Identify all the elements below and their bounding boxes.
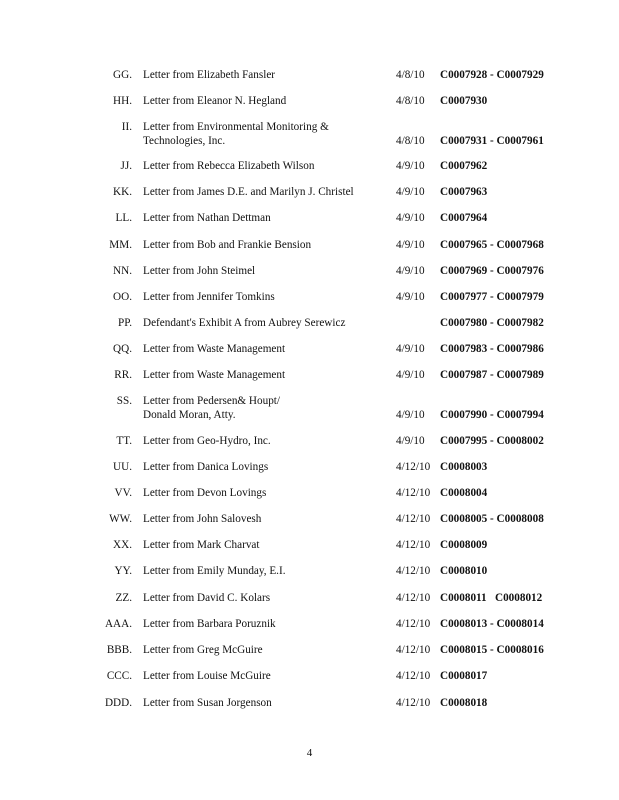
exhibit-date: 4/12/10 (396, 461, 431, 473)
exhibit-description: Letter from John Salovesh (143, 513, 262, 525)
exhibit-label: WW. (109, 513, 132, 525)
exhibit-date: 4/9/10 (396, 435, 425, 447)
exhibit-bates-range: C0008011 C0008012 (440, 592, 543, 604)
exhibit-description: Letter from James D.E. and Marilyn J. Christel (143, 186, 354, 198)
exhibit-date: 4/8/10 (396, 95, 425, 107)
exhibit-label: QQ. (113, 343, 132, 355)
exhibit-row (0, 212, 619, 242)
exhibit-label: II. (121, 121, 132, 133)
exhibit-date: 4/12/10 (396, 539, 431, 551)
exhibit-description: Letter from Greg McGuire (143, 644, 263, 656)
exhibit-row (0, 121, 619, 151)
exhibit-bates-range: C0008017 (440, 670, 488, 682)
exhibit-label: UU. (113, 461, 132, 473)
exhibit-date: 4/12/10 (396, 644, 431, 656)
exhibit-label: ZZ. (115, 592, 132, 604)
exhibit-bates-range: C0007995 - C0008002 (440, 435, 544, 447)
exhibit-label: HH. (113, 95, 132, 107)
exhibit-description: Letter from Mark Charvat (143, 539, 260, 551)
exhibit-description: Letter from Emily Munday, E.I. (143, 565, 286, 577)
exhibit-description: Letter from Environmental Monitoring & (143, 121, 329, 133)
exhibit-bates-range: C0007990 - C0007994 (440, 409, 544, 421)
exhibit-description: Letter from Waste Management (143, 369, 286, 381)
exhibit-description: Letter from Jennifer Tomkins (143, 291, 275, 303)
exhibit-bates-range: C0008015 - C0008016 (440, 644, 544, 656)
exhibit-bates-range: C0008004 (440, 487, 488, 499)
exhibit-description: Letter from Pedersen& Houpt/ (143, 395, 281, 407)
exhibit-bates-range: C0008018 (440, 697, 488, 709)
exhibit-bates-range: C0007965 - C0007968 (440, 239, 544, 251)
exhibit-description: Letter from Nathan Dettman (143, 212, 271, 224)
exhibit-label: TT. (116, 435, 132, 447)
exhibit-description: Letter from Bob and Frankie Bension (143, 239, 312, 251)
exhibit-description: Letter from Waste Management (143, 343, 286, 355)
exhibit-date: 4/12/10 (396, 487, 431, 499)
exhibit-date: 4/9/10 (396, 239, 425, 251)
exhibit-bates-range: C0007962 (440, 160, 488, 172)
exhibit-row (0, 670, 619, 700)
exhibit-description: Letter from Devon Lovings (143, 487, 267, 499)
exhibit-date: 4/12/10 (396, 565, 431, 577)
exhibit-bates-range: C0008009 (440, 539, 488, 551)
exhibit-description-continued: Technologies, Inc. (143, 135, 226, 147)
exhibit-description: Defendant's Exhibit A from Aubrey Serewicz (143, 317, 346, 329)
exhibit-label: DDD. (104, 697, 132, 709)
exhibit-bates-range: C0008005 - C0008008 (440, 513, 544, 525)
exhibit-row (0, 395, 619, 425)
exhibit-bates-range: C0008013 - C0008014 (440, 618, 544, 630)
exhibit-date: 4/8/10 (396, 69, 425, 81)
exhibit-label: VV. (114, 487, 132, 499)
exhibit-description: Letter from Susan Jorgenson (143, 697, 272, 709)
exhibit-label: BBB. (106, 644, 132, 656)
page-number: 4 (306, 747, 313, 759)
exhibit-date: 4/12/10 (396, 592, 431, 604)
exhibit-description-continued: Donald Moran, Atty. (143, 409, 236, 421)
exhibit-date: 4/9/10 (396, 291, 425, 303)
exhibit-label: LL. (115, 212, 132, 224)
exhibit-date: 4/9/10 (396, 160, 425, 172)
exhibit-bates-range: C0007980 - C0007982 (440, 317, 544, 329)
exhibit-date: 4/9/10 (396, 369, 425, 381)
exhibit-label: OO. (113, 291, 132, 303)
exhibit-bates-range: C0007930 (440, 95, 488, 107)
exhibit-label: YY. (114, 565, 132, 577)
exhibit-bates-range: C0007964 (440, 212, 488, 224)
exhibit-label: MM. (109, 239, 132, 251)
exhibit-description: Letter from Rebecca Elizabeth Wilson (143, 160, 315, 172)
exhibit-description: Letter from Eleanor N. Hegland (143, 95, 287, 107)
exhibit-date: 4/9/10 (396, 212, 425, 224)
exhibit-label: RR. (114, 369, 132, 381)
exhibit-bates-range: C0007963 (440, 186, 488, 198)
exhibit-bates-range: C0007983 - C0007986 (440, 343, 544, 355)
exhibit-date: 4/9/10 (396, 343, 425, 355)
exhibit-date: 4/12/10 (396, 618, 431, 630)
exhibit-description: Letter from Danica Lovings (143, 461, 269, 473)
exhibit-label: XX. (113, 539, 132, 551)
exhibit-date: 4/12/10 (396, 670, 431, 682)
exhibit-label: SS. (116, 395, 132, 407)
exhibit-label: GG. (113, 69, 132, 81)
exhibit-label: AAA. (104, 618, 132, 630)
exhibit-description: Letter from Geo-Hydro, Inc. (143, 435, 271, 447)
exhibit-date: 4/9/10 (396, 265, 425, 277)
exhibit-label: JJ. (120, 160, 132, 172)
exhibit-description: Letter from John Steimel (143, 265, 256, 277)
exhibit-label: CCC. (106, 670, 132, 682)
exhibit-date: 4/9/10 (396, 409, 425, 421)
exhibit-description: Letter from Louise McGuire (143, 670, 271, 682)
exhibit-bates-range: C0008010 (440, 565, 488, 577)
exhibit-description: Letter from Elizabeth Fansler (143, 69, 276, 81)
exhibit-date: 4/12/10 (396, 513, 431, 525)
exhibit-bates-range: C0007931 - C0007961 (440, 135, 544, 147)
exhibit-bates-range: C0007969 - C0007976 (440, 265, 544, 277)
exhibit-bates-range: C0007928 - C0007929 (440, 69, 544, 81)
exhibit-date: 4/8/10 (396, 135, 425, 147)
exhibit-bates-range: C0007977 - C0007979 (440, 291, 544, 303)
exhibit-description: Letter from Barbara Poruznik (143, 618, 276, 630)
exhibit-description: Letter from David C. Kolars (143, 592, 271, 604)
exhibit-row (0, 697, 619, 727)
exhibit-date: 4/9/10 (396, 186, 425, 198)
exhibit-bates-range: C0008003 (440, 461, 488, 473)
exhibit-label: PP. (118, 317, 132, 329)
exhibit-label: KK. (113, 186, 132, 198)
exhibit-bates-range: C0007987 - C0007989 (440, 369, 544, 381)
exhibit-label: NN. (113, 265, 132, 277)
exhibit-date: 4/12/10 (396, 697, 431, 709)
exhibit-row (0, 565, 619, 595)
